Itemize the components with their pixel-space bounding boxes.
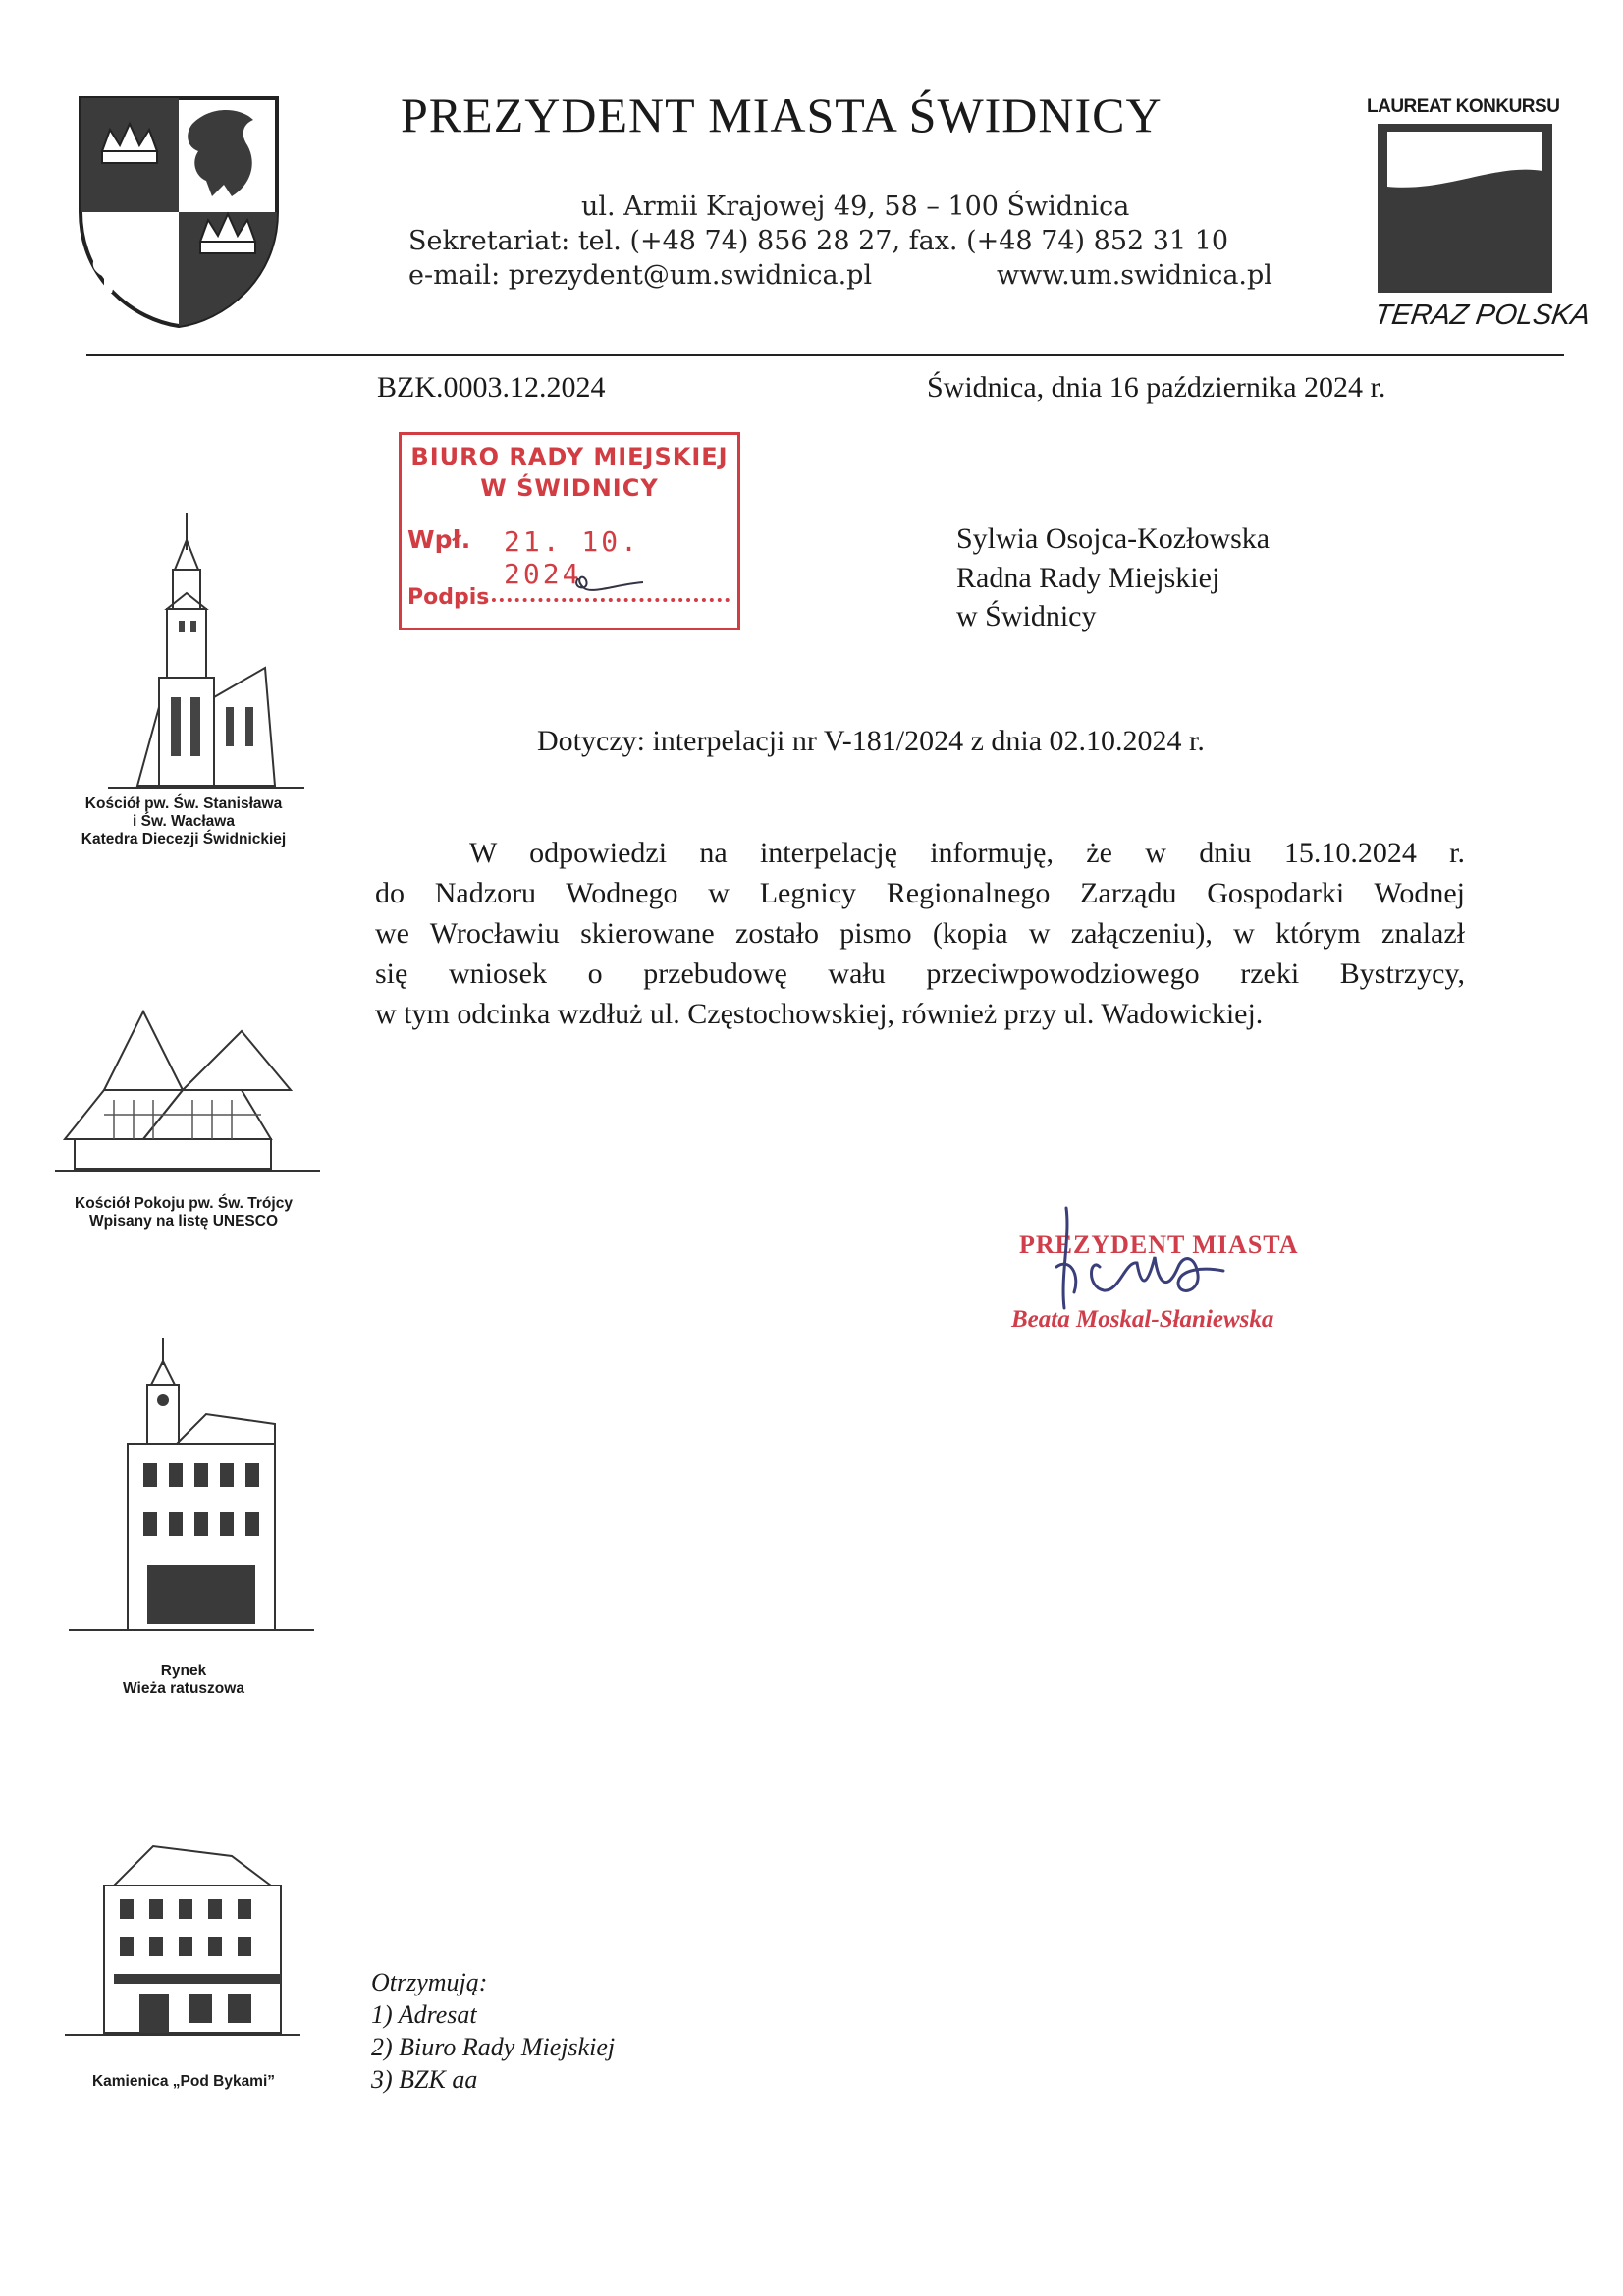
header-divider xyxy=(86,354,1564,356)
caption-line: Wpisany na listę UNESCO xyxy=(88,1213,279,1230)
phone-line: Sekretariat: tel. (+48 74) 856 28 27, fax. (+48 74) 852 31 10 xyxy=(408,226,1229,256)
body-line: we Wrocławiu skierowane zostało pismo (kopia w załączeniu), w którym znalazł xyxy=(375,917,1465,950)
caption-line: Kamienica „Pod Bykami” xyxy=(91,2073,276,2090)
body-paragraph xyxy=(375,833,1465,1034)
body-line: w tym odcinka wzdłuż ul. Częstochowskiej, również przy ul. Wadowickiej. xyxy=(375,998,1264,1030)
stamp-line2: W ŚWIDNICY xyxy=(480,474,659,502)
caption-line: Katedra Diecezji Świdnickiej xyxy=(81,831,287,847)
caption-line: Kościół Pokoju pw. Św. Trójcy xyxy=(75,1195,293,1212)
caption-line: Rynek xyxy=(160,1663,207,1679)
flag-icon xyxy=(1378,124,1552,293)
document-reference: BZK.0003.12.2024 xyxy=(377,371,606,404)
logo-top-text: LAUREAT KONKURSU xyxy=(1367,96,1560,117)
address-line: ul. Armii Krajowej 49, 58 – 100 Świdnica xyxy=(581,191,1130,222)
place-date: Świdnica, dnia 16 października 2024 r. xyxy=(927,371,1386,404)
sidebar-caption-town-hall xyxy=(31,1663,336,1698)
received-stamp xyxy=(399,432,740,630)
addressee-place: w Świdnicy xyxy=(956,600,1097,632)
addressee-role: Radna Rady Miejskiej xyxy=(956,562,1220,594)
stamp-signature-label: Podpis xyxy=(407,585,490,610)
stamp-line1: BIURO RADY MIEJSKIEJ xyxy=(410,443,729,470)
sidebar-caption-church-of-peace xyxy=(31,1195,336,1230)
page-title: PREZYDENT MIASTA ŚWIDNICY xyxy=(401,87,1163,142)
recipient-item: 1) Adresat xyxy=(371,2000,477,2029)
sidebar-caption-pod-bykami xyxy=(31,2073,336,2091)
stamp-received-label: Wpł. xyxy=(407,525,471,554)
town-hall-illustration xyxy=(59,1336,324,1640)
body-line: do Nadzoru Wodnego w Legnicy Regionalnego Zarządu Gospodarki Wodnej xyxy=(375,877,1465,909)
body-line: W odpowiedzi na interpelację informuję, że w dniu 15.10.2024 r. xyxy=(469,837,1465,869)
signature-name: Beata Moskal-Słaniewska xyxy=(1011,1306,1274,1333)
body-line: się wniosek o przebudowę wału przeciwpowodziowego rzeki Bystrzycy, xyxy=(375,957,1465,990)
handwritten-signature-icon xyxy=(1031,1198,1257,1316)
cathedral-illustration xyxy=(88,511,334,805)
recipients-heading: Otrzymują: xyxy=(371,1968,488,1996)
caption-line: Wieża ratuszowa xyxy=(123,1680,244,1697)
website-line: www.um.swidnica.pl xyxy=(997,260,1272,291)
coat-of-arms-icon xyxy=(75,94,283,330)
recipient-item: 2) Biuro Rady Miejskiej xyxy=(371,2033,616,2061)
stamp-initials-icon xyxy=(568,571,647,600)
caption-line: i Św. Wacława xyxy=(133,813,235,830)
teraz-polska-logo xyxy=(1378,124,1552,293)
pod-bykami-illustration xyxy=(55,1827,310,2052)
stamp-received-date: 21. 10. 2024 xyxy=(504,525,641,590)
sidebar-caption-cathedral xyxy=(31,795,336,848)
subject-line: Dotyczy: interpelacji nr V-181/2024 z dnia 02.10.2024 r. xyxy=(537,725,1205,757)
signature-title: PREZYDENT MIASTA xyxy=(1019,1230,1299,1259)
email-line: e-mail: prezydent@um.swidnica.pl xyxy=(408,260,873,291)
addressee-name: Sylwia Osojca-Kozłowska xyxy=(956,522,1271,555)
logo-bottom-text: TERAZ POLSKA xyxy=(1372,300,1593,331)
caption-line: Kościół pw. Św. Stanisława xyxy=(84,795,283,812)
recipient-item: 3) BZK aa xyxy=(371,2065,478,2094)
church-of-peace-illustration xyxy=(45,992,330,1178)
